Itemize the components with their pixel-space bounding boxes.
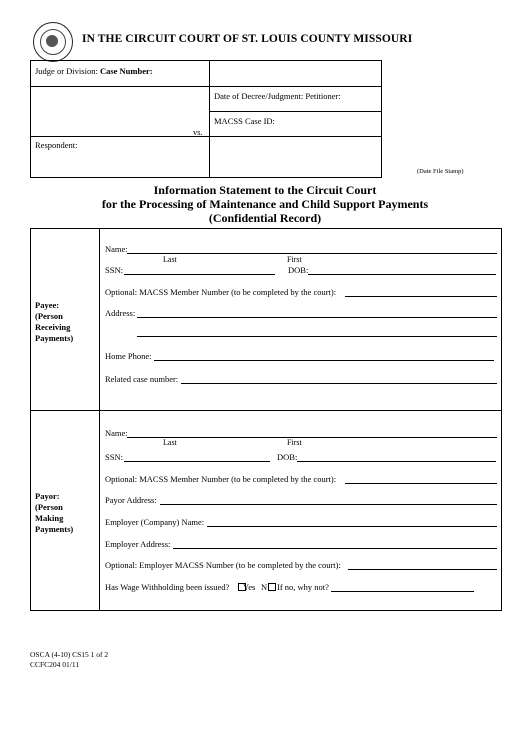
payor-address-label: Payor Address: [105, 495, 157, 505]
payee-macss-input[interactable] [345, 296, 497, 297]
why-not-label: If no, why not? [277, 582, 329, 592]
date-file-stamp-label: (Date File Stamp) [417, 168, 464, 175]
payee-address-input-2[interactable] [137, 336, 497, 337]
form-title-line2: for the Processing of Maintenance and Child Support Payments [101, 197, 429, 211]
payee-dob-label: DOB: [288, 265, 309, 275]
why-not-input[interactable] [331, 591, 474, 592]
wage-withholding-yes-label: Yes [243, 582, 256, 592]
payor-first-label: First [287, 438, 302, 447]
payee-name-input[interactable] [127, 253, 497, 254]
payee-related-case-input[interactable] [181, 383, 497, 384]
payee-first-label: First [287, 255, 302, 264]
payee-section-label: Payee: (Person Receiving Payments) [35, 300, 74, 343]
decree-petitioner-field[interactable]: Date of Decree/Judgment: Petitioner: [214, 91, 341, 101]
employer-name-label: Employer (Company) Name: [105, 517, 205, 527]
payee-ssn-label: SSN: [105, 265, 123, 275]
wage-withholding-no-label: N [261, 582, 268, 592]
court-seal-icon [33, 22, 73, 62]
payee-address-label: Address: [105, 308, 136, 318]
footer-form-date: CCFC204 01/11 [30, 660, 80, 669]
payee-macss-label: Optional: MACSS Member Number (to be completed by the court): [105, 287, 337, 297]
payee-ssn-input[interactable] [124, 274, 275, 275]
form-title-line1: Information Statement to the Circuit Court [153, 183, 377, 197]
payee-phone-label: Home Phone: [105, 351, 152, 361]
payor-last-label: Last [163, 438, 177, 447]
payee-dob-input[interactable] [308, 274, 496, 275]
payor-name-input[interactable] [127, 437, 497, 438]
form-footer [30, 650, 108, 670]
form-title-line3: (Confidential Record) [208, 211, 322, 225]
payor-macss-label: Optional: MACSS Member Number (to be completed by the court): [105, 474, 337, 484]
payee-related-case-label: Related case number: [105, 374, 179, 384]
payor-address-input[interactable] [160, 504, 497, 505]
employer-address-input[interactable] [173, 548, 497, 549]
payee-last-label: Last [163, 255, 177, 264]
caption-box [30, 60, 382, 178]
payor-name-label: Name: [105, 428, 128, 438]
employer-macss-label: Optional: Employer MACSS Number (to be completed by the court): [105, 560, 341, 570]
payor-macss-input[interactable] [345, 483, 497, 484]
employer-macss-input[interactable] [348, 569, 497, 570]
payor-section-label: Payor: (Person Making Payments) [35, 491, 74, 534]
employer-address-label: Employer Address: [105, 539, 171, 549]
macss-case-id-field[interactable]: MACSS Case ID: [214, 116, 275, 126]
wage-withholding-label: Has Wage Withholding been issued? [105, 582, 230, 592]
payee-address-input[interactable] [137, 317, 497, 318]
vs-label: vs. [193, 127, 203, 137]
footer-form-code: OSCA (4-10) CS15 1 of 2 [30, 650, 109, 659]
payor-dob-label: DOB: [277, 452, 298, 462]
info-table [30, 228, 502, 611]
court-title: IN THE CIRCUIT COURT OF ST. LOUIS COUNTY MISSOURI [82, 33, 413, 45]
case-number-label: Case Number: [99, 66, 153, 76]
payor-ssn-label: SSN: [105, 452, 123, 462]
payor-dob-input[interactable] [297, 461, 496, 462]
payee-name-label: Name: [105, 244, 128, 254]
payor-ssn-input[interactable] [124, 461, 270, 462]
judge-division-label: Judge or Division: Case Number: [35, 66, 153, 76]
employer-name-input[interactable] [207, 526, 497, 527]
wage-withholding-no-checkbox[interactable] [268, 583, 276, 591]
respondent-field[interactable]: Respondent: [35, 140, 78, 150]
payee-phone-input[interactable] [154, 360, 494, 361]
